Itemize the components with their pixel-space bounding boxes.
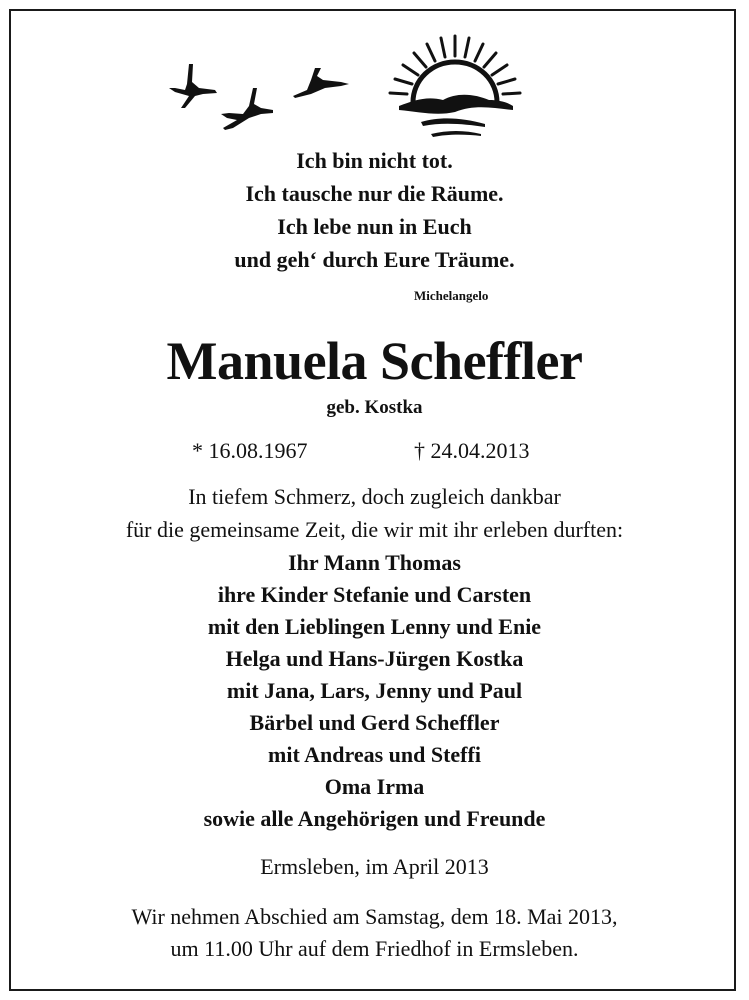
- quote-line-2: Ich tausche nur die Räume.: [245, 181, 504, 206]
- deceased-name: Manuela Scheffler: [166, 331, 583, 391]
- mourner-line: sowie alle Angehörigen und Freunde: [203, 806, 546, 831]
- mourner-line: Ihr Mann Thomas: [288, 550, 461, 575]
- mourner-line: mit den Lieblingen Lenny und Enie: [207, 614, 542, 639]
- birth-name: geb. Kostka: [326, 397, 423, 418]
- quote-author: Michelangelo: [414, 288, 489, 303]
- setting-sun-icon: [385, 30, 525, 140]
- intro-line-1: In tiefem Schmerz, doch zugleich dankbar: [188, 484, 561, 509]
- mourner-line: ihre Kinder Stefanie und Carsten: [217, 582, 532, 607]
- mourner-line: Bärbel und Gerd Scheffler: [249, 710, 500, 735]
- intro-line-2: für die gemeinsame Zeit, die wir mit ihr erleben durften:: [125, 517, 624, 542]
- quote-line-3: Ich lebe nun in Euch: [277, 214, 472, 239]
- quote-line-4: und geh‘ durch Eure Träume.: [234, 247, 515, 272]
- mourner-line: Helga und Hans-Jürgen Kostka: [225, 646, 524, 671]
- quote-line-1: Ich bin nicht tot.: [296, 148, 453, 173]
- flying-birds-icon: [165, 58, 365, 138]
- funeral-line-1: Wir nehmen Abschied am Samstag, dem 18. Mai 2013,: [131, 904, 618, 929]
- mourner-line: mit Jana, Lars, Jenny und Paul: [226, 678, 523, 703]
- funeral-line-2: um 11.00 Uhr auf dem Friedhof in Ermsleben.: [170, 936, 579, 961]
- mourner-line: Oma Irma: [324, 774, 425, 799]
- mourner-line: mit Andreas und Steffi: [268, 742, 481, 767]
- place-date: Ermsleben, im April 2013: [260, 854, 489, 879]
- birth-date: * 16.08.1967: [192, 438, 308, 463]
- death-date: † 24.04.2013: [414, 438, 530, 463]
